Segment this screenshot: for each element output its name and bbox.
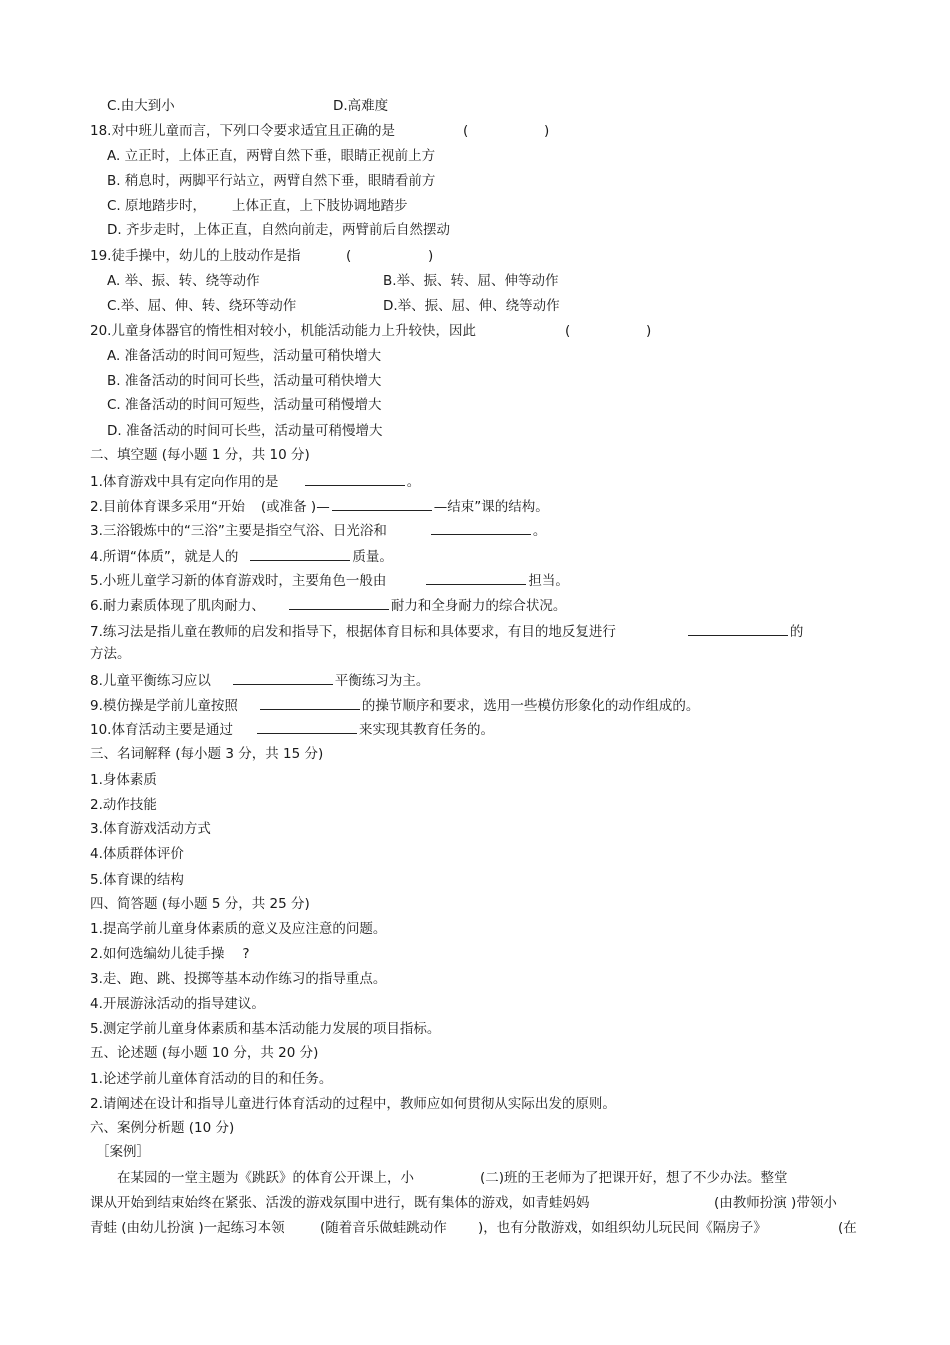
case-text-line-1a: 在某园的一堂主题为《跳跃》的体育公开课上，小: [117, 1170, 414, 1186]
q20-option-c: C. 准备活动的时间可短些，活动量可稍慢增大: [107, 397, 382, 413]
q19-option-a: A. 举、振、转、绕等动作: [107, 273, 260, 289]
answer-blank[interactable]: [260, 695, 360, 710]
term-item: 2.动作技能: [90, 797, 157, 813]
case-text-line-2b: (由教师扮演 )带领小: [714, 1195, 837, 1211]
case-text-line-3d: (在: [838, 1220, 857, 1236]
case-label: ［案例］: [96, 1144, 150, 1160]
fill-item-8: 8.儿童平衡练习应以 平衡练习为主。: [90, 670, 429, 691]
fill-item-2: 2.目前体育课多采用“开始 (或准备 )— —结束”课的结构。: [90, 496, 549, 517]
fill-item-1: 1.体育游戏中具有定向作用的是 。: [90, 471, 420, 492]
q18-option-a: A. 立正时，上体正直，两臂自然下垂，眼睛正视前上方: [107, 148, 436, 164]
essay-item: 1.论述学前儿童体育活动的目的和任务。: [90, 1071, 333, 1087]
section-fill-heading: 二、填空题 (每小题 1 分，共 10 分): [90, 447, 310, 463]
case-text-line-1b: (二)班的王老师为了把课开好，想了不少办法。整堂: [480, 1170, 788, 1186]
q18-option-c-part2: 上体正直，上下肢协调地踏步: [232, 198, 408, 214]
q19-option-c: C.举、屈、伸、转、绕环等动作: [107, 298, 297, 314]
section-terms-heading: 三、名词解释 (每小题 3 分，共 15 分): [90, 746, 324, 762]
section-short-heading: 四、简答题 (每小题 5 分，共 25 分): [90, 896, 310, 912]
q18-option-b: B. 稍息时，两脚平行站立，两臂自然下垂，眼睛看前方: [107, 173, 436, 189]
section-case-heading: 六、案例分析题 (10 分): [90, 1120, 235, 1136]
answer-blank[interactable]: [289, 595, 389, 610]
fill-item-10: 10.体育活动主要是通过 来实现其教育任务的。: [90, 719, 494, 740]
q19-paren-close: ): [428, 248, 434, 264]
fill-item-3: 3.三浴锻炼中的“三浴”主要是指空气浴、日光浴和 。: [90, 520, 546, 541]
essay-item: 2.请阐述在设计和指导儿童进行体育活动的过程中，教师应如何贯彻从实际出发的原则。: [90, 1096, 616, 1112]
fill-item-4: 4.所谓“体质”，就是人的 质量。: [90, 546, 393, 567]
short-item: 3.走、跑、跳、投掷等基本动作练习的指导重点。: [90, 971, 387, 987]
answer-blank[interactable]: [332, 496, 432, 511]
answer-blank[interactable]: [257, 719, 357, 734]
fill-item-6: 6.耐力素质体现了肌肉耐力、 耐力和全身耐力的综合状况。: [90, 595, 566, 616]
fill-item-9: 9.模仿操是学前儿童按照 的操节顺序和要求，选用一些模仿形象化的动作组成的。: [90, 695, 699, 716]
q18-option-d: D. 齐步走时，上体正直，自然向前走，两臂前后自然摆动: [107, 222, 450, 238]
q18-stem: 18.对中班儿童而言，下列口令要求适宜且正确的是: [90, 123, 395, 139]
q20-stem: 20.儿童身体器官的惰性相对较小，机能活动能力上升较快，因此: [90, 323, 476, 339]
term-item: 3.体育游戏活动方式: [90, 821, 211, 837]
short-item: 2.如何选编幼儿徒手操 ?: [90, 946, 250, 962]
q19-option-d: D.举、振、屈、伸、绕等动作: [383, 298, 560, 314]
fill-item-5: 5.小班儿童学习新的体育游戏时，主要角色一般由 担当。: [90, 570, 569, 591]
q19-stem: 19.徒手操中，幼儿的上肢动作是指: [90, 248, 301, 264]
answer-blank[interactable]: [431, 520, 531, 535]
answer-blank[interactable]: [688, 621, 788, 636]
term-item: 4.体质群体评价: [90, 846, 184, 862]
case-text-line-2a: 课从开始到结束始终在紧张、活泼的游戏氛围中进行，既有集体的游戏，如青蛙妈妈: [90, 1195, 590, 1211]
q17-option-c: C.由大到小: [107, 98, 175, 114]
term-item: 5.体育课的结构: [90, 872, 184, 888]
answer-blank[interactable]: [250, 546, 350, 561]
q20-option-d: D. 准备活动的时间可长些，活动量可稍慢增大: [107, 423, 383, 439]
q20-paren-open: (: [565, 323, 571, 339]
fill-item-7-cont: 方法。: [90, 646, 131, 662]
q19-paren-open: (: [346, 248, 352, 264]
q20-paren-close: ): [646, 323, 652, 339]
case-text-line-3b: (随着音乐做蛙跳动作: [320, 1220, 447, 1236]
term-item: 1.身体素质: [90, 772, 157, 788]
q20-option-a: A. 准备活动的时间可短些，活动量可稍快增大: [107, 348, 382, 364]
case-text-line-3c: )，也有分散游戏，如组织幼儿玩民间《隔房子》: [478, 1220, 767, 1236]
q17-option-d: D.高难度: [333, 98, 389, 114]
answer-blank[interactable]: [233, 670, 333, 685]
section-essay-heading: 五、论述题 (每小题 10 分，共 20 分): [90, 1045, 319, 1061]
short-item: 4.开展游泳活动的指导建议。: [90, 996, 265, 1012]
q20-option-b: B. 准备活动的时间可长些，活动量可稍快增大: [107, 373, 382, 389]
case-text-line-3a: 青蛙 (由幼儿扮演 )一起练习本领: [90, 1220, 285, 1236]
q18-paren-open: (: [463, 123, 469, 139]
answer-blank[interactable]: [305, 471, 405, 486]
answer-blank[interactable]: [426, 570, 526, 585]
q18-paren-close: ): [544, 123, 550, 139]
fill-item-7: 7.练习法是指儿童在教师的启发和指导下，根据体育目标和具体要求，有目的地反复进行 的: [90, 621, 803, 642]
short-item: 1.提高学前儿童身体素质的意义及应注意的问题。: [90, 921, 387, 937]
q18-option-c-part1: C. 原地踏步时，: [107, 198, 207, 214]
q19-option-b: B.举、振、转、屈、伸等动作: [383, 273, 559, 289]
short-item: 5.测定学前儿童身体素质和基本活动能力发展的项目指标。: [90, 1021, 441, 1037]
